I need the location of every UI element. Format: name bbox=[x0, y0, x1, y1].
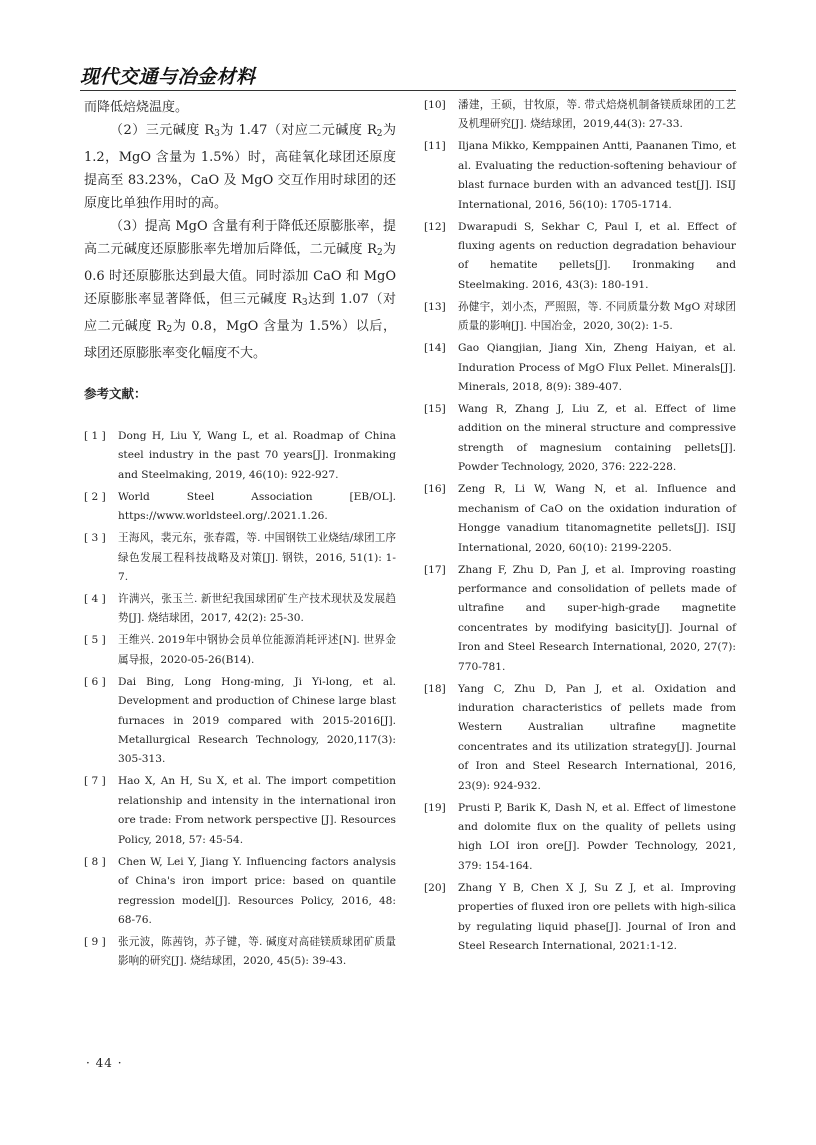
reference-item bbox=[424, 561, 736, 677]
reference-item bbox=[424, 879, 736, 957]
reference-item bbox=[84, 488, 396, 527]
subscript: 3 bbox=[301, 298, 308, 308]
reference-number: [12] bbox=[424, 220, 446, 233]
reference-item bbox=[424, 137, 736, 215]
reference-item bbox=[84, 427, 396, 485]
reference-text: 王海风，裴元东，张春霞，等. 中国钢铁工业烧结/球团工序绿色发展工程科技战略及对策[J]. 钢铁，2016, 51(1): 1-7. bbox=[118, 532, 396, 584]
subscript: 3 bbox=[214, 129, 220, 139]
reference-text: Prusti P, Barik K, Dash N, et al. Effect of limestone and dolomite flux on the quality of pellets using high LOI iron ore[J]. Powder Technology, 2021, 379: 154-164. bbox=[458, 801, 736, 872]
text-run: 为 1.2，MgO 含量为 1.5%）时，高硅氧化球团还原度提高至 83.23%，CaO 及 MgO 交互作用时球团的还原度比单独作用时的高。 bbox=[84, 123, 396, 211]
left-column bbox=[84, 96, 396, 974]
subscript: 2 bbox=[166, 325, 173, 335]
text-run: 为 1.47（对应二元碱度 R bbox=[219, 123, 377, 138]
conclusion-paragraph-0: 而降低焙烧温度。 bbox=[84, 100, 189, 115]
reference-item bbox=[84, 673, 396, 770]
reference-item bbox=[424, 799, 736, 877]
reference-number: [ 7 ] bbox=[84, 775, 106, 788]
reference-text: 王维兴. 2019年中钢协会员单位能源消耗评述[N]. 世界金属导报，2020-05-26(B14). bbox=[118, 634, 396, 666]
references-heading: 参考文献： bbox=[84, 386, 147, 401]
reference-number: [ 4 ] bbox=[84, 593, 106, 606]
reference-text: Yang C, Zhu D, Pan J, et al. Oxidation and induration characteristics of pellets made from Western Australian ultrafine magnetite concentrates and its utilization strategy[J]. Journal of Iron and Steel Research International, 2016, 23(9): 924-932. bbox=[458, 682, 736, 792]
reference-text: World Steel Association [EB/OL]. https://www.worldsteel.org/.2021.1.26. bbox=[118, 490, 396, 523]
reference-number: [ 8 ] bbox=[84, 855, 106, 868]
reference-text: 潘建，王硕，甘牧原，等. 带式焙烧机制备镁质球团的工艺及机理研究[J]. 烧结球团，2019,44(3): 27-33. bbox=[458, 99, 736, 131]
reference-item bbox=[424, 298, 736, 337]
reference-number: [11] bbox=[424, 140, 446, 153]
reference-number: [20] bbox=[424, 881, 446, 894]
reference-number: [14] bbox=[424, 342, 446, 355]
reference-text: Zeng R, Li W, Wang N, et al. Influence and mechanism of CaO on the oxidation induration of Hongge vanadium titanomagnetite pellets[J]. ISIJ International, 2020, 60(10): 2199-2205. bbox=[458, 483, 736, 554]
reference-text: Wang R, Zhang J, Liu Z, et al. Effect of lime addition on the mineral structure and compressive strength of magnesium containing pellets[J]. Powder Technology, 2020, 376: 222-228. bbox=[458, 403, 736, 474]
reference-number: [ 6 ] bbox=[84, 675, 106, 688]
right-column bbox=[424, 96, 736, 959]
reference-item bbox=[424, 400, 736, 478]
reference-text: 张元波，陈茜钧，苏子键，等. 碱度对高硅镁质球团矿质量影响的研究[J]. 烧结球团，2020, 45(5): 39-43. bbox=[118, 935, 396, 968]
text-run: （2）三元碱度 R bbox=[110, 123, 215, 138]
reference-text: Chen W, Lei Y, Jiang Y. Influencing factors analysis of China's iron import price: based on quantile regression model[J]. Resources Policy, 2016, 48: 68-76. bbox=[118, 855, 396, 926]
reference-item bbox=[424, 339, 736, 397]
reference-item bbox=[84, 772, 396, 850]
reference-number: [13] bbox=[424, 300, 446, 313]
header-rule bbox=[80, 90, 736, 91]
text-run: 为 0.6 时还原膨胀达到最大值。同时添加 CaO 和 MgO 还原膨胀率显著降低，但三元碱度 R bbox=[84, 242, 396, 307]
reference-item bbox=[84, 631, 396, 670]
reference-text: Zhang F, Zhu D, Pan J, et al. Improving roasting performance and consolidation of pellets made of ultrafine and super-high-grade magnetite concentrates by modifying basicity[J]. Journal of Iron and Steel Research International, 2020, 27(7): 770-781. bbox=[458, 563, 736, 673]
text-run: （3）提高 MgO 含量有利于降低还原膨胀率，提高二元碱度还原膨胀率先增加后降低，二元碱度 R bbox=[84, 219, 396, 257]
reference-item bbox=[84, 853, 396, 931]
text-run: 为 0.8，MgO 含量为 1.5%）以后，球团还原膨胀率变化幅度不大。 bbox=[84, 319, 397, 361]
subscript: 2 bbox=[376, 129, 383, 139]
reference-list-right bbox=[424, 96, 736, 956]
journal-logo: 现代交通与冶金材料 bbox=[80, 66, 256, 88]
reference-number: [ 1 ] bbox=[84, 430, 106, 442]
reference-number: [ 9 ] bbox=[84, 935, 106, 948]
reference-text: Dwarapudi S, Sekhar C, Paul I, et al. Effect of fluxing agents on reduction degradation behaviour of hematite pellets[J]. Ironmaking and Steelmaking. 2016, 43(3): 180-191. bbox=[458, 220, 736, 291]
reference-text: 孙健宇，刘小杰，严照照，等. 不同质量分数 MgO 对球团质量的影响[J]. 中国冶金，2020, 30(2): 1-5. bbox=[458, 300, 736, 333]
subscript: 2 bbox=[376, 248, 383, 258]
reference-number: [17] bbox=[424, 563, 446, 576]
reference-number: [ 2 ] bbox=[84, 490, 106, 503]
reference-text: Iljana Mikko, Kemppainen Antti, Paananen Timo, et al. Evaluating the reduction-softening behaviour of blast furnace burden with an advanced test[J]. ISIJ International, 2016, 56(10): 1705-1714. bbox=[458, 140, 736, 211]
reference-item bbox=[424, 680, 736, 796]
reference-item bbox=[424, 218, 736, 296]
reference-item bbox=[424, 96, 736, 135]
page-number: · 44 · bbox=[86, 1056, 123, 1070]
reference-number: [18] bbox=[424, 682, 446, 695]
reference-item bbox=[424, 480, 736, 558]
reference-number: [ 3 ] bbox=[84, 532, 106, 545]
reference-text: Hao X, An H, Su X, et al. The import competition relationship and intensity in the international iron ore trade: From network perspective [J]. Resources Policy, 2018, 57: 45-54. bbox=[118, 775, 396, 846]
reference-item bbox=[84, 590, 396, 629]
reference-number: [16] bbox=[424, 483, 446, 496]
conclusion-paragraph-2 bbox=[84, 119, 396, 215]
reference-number: [19] bbox=[424, 801, 446, 814]
reference-number: [10] bbox=[424, 99, 446, 111]
reference-number: [ 5 ] bbox=[84, 634, 106, 647]
reference-item bbox=[84, 529, 396, 587]
reference-number: [15] bbox=[424, 403, 446, 416]
reference-list-left bbox=[84, 427, 396, 972]
reference-text: Dai Bing, Long Hong-ming, Ji Yi-long, et al. Development and production of Chinese large blast furnaces in 2019 compared with 2015-2016[J]. Metallurgical Research Technology, 2020,117(3): 305-313. bbox=[118, 675, 396, 766]
conclusion-paragraph-3 bbox=[84, 215, 396, 365]
reference-item bbox=[84, 933, 396, 972]
reference-text: 许满兴，张玉兰. 新世纪我国球团矿生产技术现状及发展趋势[J]. 烧结球团，2017, 42(2): 25-30. bbox=[118, 593, 396, 625]
reference-text: Dong H, Liu Y, Wang L, et al. Roadmap of China steel industry in the past 70 years[J]. Ironmaking and Steelmaking, 2019, 46(10): 922-927. bbox=[118, 430, 396, 481]
reference-text: Gao Qiangjian, Jiang Xin, Zheng Haiyan, et al. Induration Process of MgO Flux Pellet. Minerals[J]. Minerals, 2018, 8(9): 389-407. bbox=[458, 342, 736, 394]
text-run: 达到 1.07（对应二元碱度 R bbox=[84, 292, 397, 334]
reference-text: Zhang Y B, Chen X J, Su Z J, et al. Improving properties of fluxed iron ore pellets with high-silica by regulating liquid phase[J]. Journal of Iron and Steel Research International, 2021:1-12. bbox=[458, 881, 736, 952]
